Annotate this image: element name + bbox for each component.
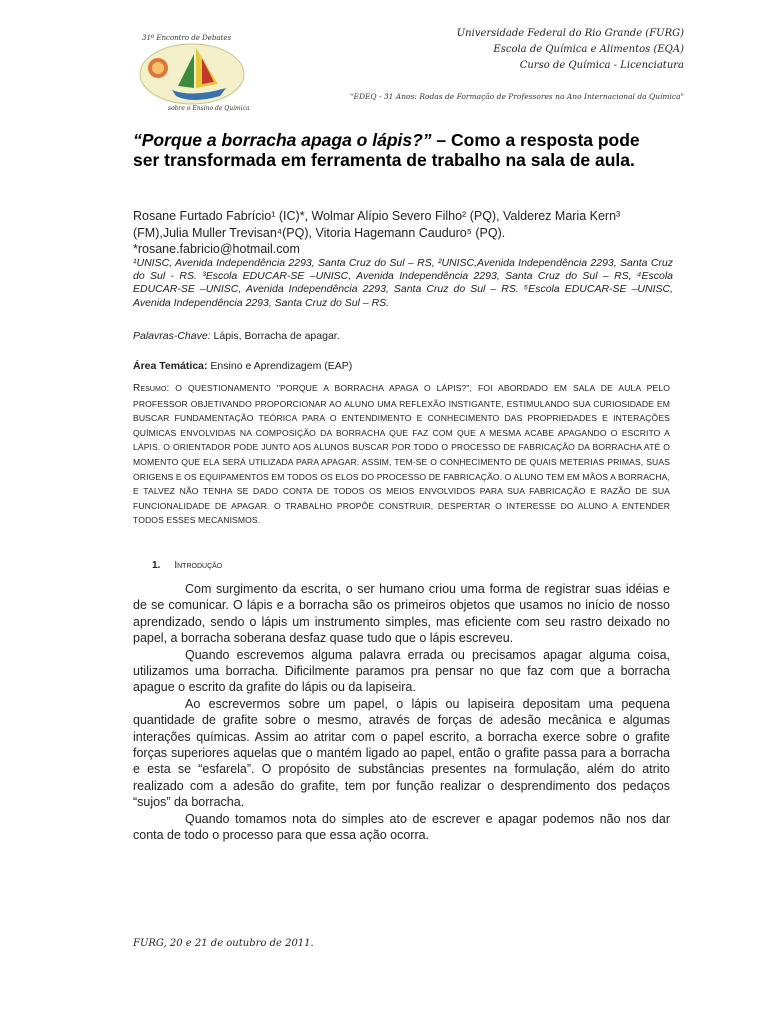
footer-date: FURG, 20 e 21 de outubro de 2011. xyxy=(133,938,314,949)
body-text xyxy=(133,581,670,844)
section-number: 1. xyxy=(152,560,161,571)
svg-text:31º Encontro de Debates: 31º Encontro de Debates xyxy=(142,34,232,42)
paragraph: Ao escrevermos sobre um papel, o lápis ou lapiseira depositam uma pequena quantidade de grafite sobre o mesmo, através de forças de adesão mecânica e algumas interações químicas. Assim ao atritar com o papel escrito, a borracha exerce sobre o grafite forças superiores aquelas que o mantém ligado ao papel, então o grafite passa para a borracha e esta se “esfarela”. O propósito de substâncias presentes na formulação, além do atrito realizado com a adesão do grafite, tem por função realizar o desprendimento dos pedaços “sujos” da borracha. xyxy=(133,696,670,810)
thematic-area xyxy=(133,360,673,372)
event-quote: "EDEQ - 31 Anos: Rodas de Formação de Professores no Ano Internacional da Química" xyxy=(350,92,684,101)
institution-name: Universidade Federal do Rio Grande (FURG) xyxy=(456,28,684,39)
affiliations: ¹UNISC, Avenida Independência 2293, Santa Cruz do Sul – RS, ²UNISC,Avenida Independência 2293, Santa Cruz do Sul - RS. ³Escola EDUCAR-SE –UNISC, Avenida Independência 2293, Santa Cruz do Sul – RS, ⁴Escola EDUCAR-SE –UNISC, Avenida Independência 2293, Santa Cruz do Sul – RS. ⁵Escola EDUCAR-SE –UNISC, Avenida Independência 2293, Santa Cruz do Sul – RS. xyxy=(133,257,673,309)
event-logo xyxy=(130,24,255,114)
keywords-label: Palavras-Chave: xyxy=(133,330,211,342)
keywords xyxy=(133,330,673,342)
paragraph: Com surgimento da escrita, o ser humano criou uma forma de registrar suas idéias e de se comunicar. O lápis e a borracha são os primeiros objetos que usamos no início de nosso aprendizado, sendo o lápis um instrumento simples, mas eficiente com seu rastro deixado no papel, a borracha soberana desfaz quase tudo que o lápis escreveu. xyxy=(133,582,670,646)
area-value: Ensino e Aprendizagem (EAP) xyxy=(207,360,353,372)
title-question: “Porque a borracha apaga o lápis?” xyxy=(133,130,432,150)
abstract xyxy=(133,381,670,528)
abstract-text: O QUESTIONAMENTO "PORQUE A BORRACHA APAGA O LÁPIS?", FOI ABORDADO EM SALA DE AULA PELO PROFESSOR OBJETIVANDO PROPORCIONAR AO ALUNO UMA REFLEXÃO INSTIGANTE, ESTIMULANDO SUA CURIOSIDADE EM BUSCAR FUNDAMENTAÇÃO TEÓRICA PARA O ENTENDIMENTO E CONHECIMENTO DAS PROPRIEDADES E INTERAÇÕES QUÍMICAS ENVOLVIDAS NA COMPOSIÇÃO DA BORRACHA QUE FAZ COM QUE A MESMA ACABE APAGANDO O ESCRITO A LÁPIS. O ORIENTADOR PODE JUNTO AOS ALUNOS BUSCAR POR TODO O PROCESSO DE FABRICAÇÃO DA BORRACHA ATÉ O MOMENTO QUE ELA SERÁ UTILIZADA PARA APAGAR. ASSIM, TEM-SE O CONHECIMENTO DE QUAIS METERIAS PRIMAS, SUAS ORIGENS E OS EQUIPAMENTOS EM TODOS OS ELOS DO PROCESSO DE FABRICAÇÃO. O ALUNO TEM EM MÃOS A BORRACHA, E TALVEZ NÃO TENHA SE DADO CONTA DE TODOS OS MEIOS ENVOLVIDOS PARA SUA FABRICAÇÃO E RAZÃO DE SUA FUNCIONALIDADE DE APAGAR. O TRABALHO PROPÕE CONSTRUIR, DESPERTAR O INTERESSE DO ALUNO A ENTENDER TODOS ESSES MECANISMOS. xyxy=(133,383,670,526)
abstract-label: Resumo: xyxy=(133,383,170,394)
title-rest: – Como a resposta pode ser transformada em ferramenta de trabalho na sala de aula. xyxy=(133,130,640,170)
paper-title xyxy=(133,130,669,170)
paragraph: Quando escrevemos alguma palavra errada ou precisamos apagar alguma coisa, utilizamos uma borracha. Dificilmente paramos pra pensar no que faz com que a borracha apague o escrito da grafite do lápis ou da lapiseira. xyxy=(133,647,670,695)
section-name: Introdução xyxy=(174,560,223,571)
paragraph: Quando tomamos nota do simples ato de escrever e apagar podemos não nos dar conta de todo o processo para que essa ação ocorra. xyxy=(133,811,670,843)
school-name: Escola de Química e Alimentos (EQA) xyxy=(493,44,684,55)
svg-text:sobre o Ensino de Química: sobre o Ensino de Química xyxy=(168,105,250,112)
keywords-value: Lápis, Borracha de apagar. xyxy=(210,330,340,342)
institution-header xyxy=(457,26,684,74)
authors: Rosane Furtado Fabrício¹ (IC)*, Wolmar Alípio Severo Filho² (PQ), Valderez Maria Kern³ (FM),Julia Muller Trevisan⁴(PQ), Vitoria Hagemann Cauduro⁵ (PQ). *rosane.fabricio@hotmail.com xyxy=(133,209,621,256)
section-heading xyxy=(152,560,222,571)
course-name: Curso de Química - Licenciatura xyxy=(519,60,684,71)
area-label: Área Temática: xyxy=(133,360,208,372)
